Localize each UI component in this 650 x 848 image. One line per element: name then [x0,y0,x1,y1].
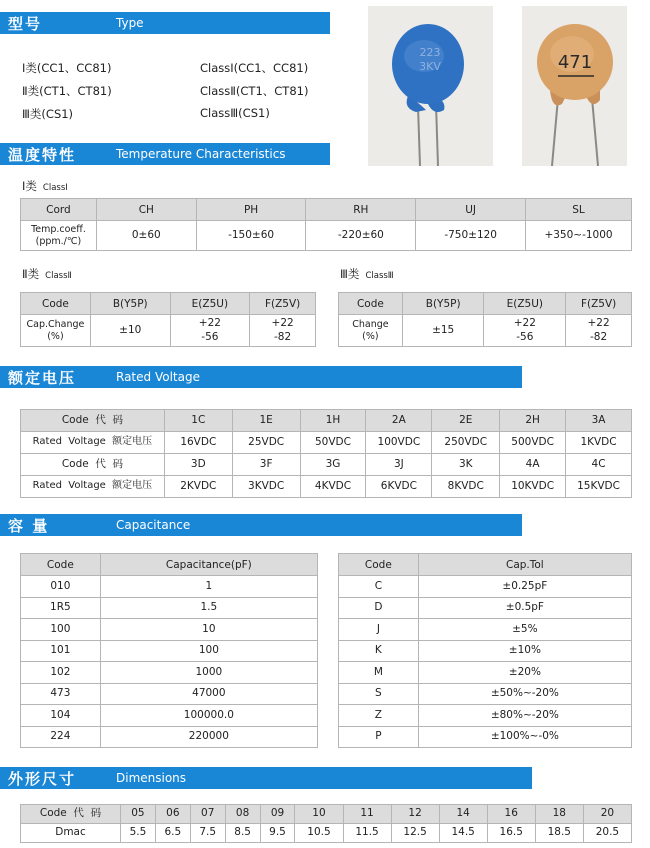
dimension-code-cell: 20 [583,805,631,824]
class2-value-f: +22 -82 [250,315,316,347]
blue-capacitor-photo [368,6,493,166]
capacitance-row [21,662,318,684]
dimension-dmac-cell: 8.5 [225,824,260,843]
rv-row3-val-5: 3K [432,454,500,476]
dimensions-title-cn: 外形尺寸 [8,769,77,788]
capacitance-title-en: Capacitance [116,518,191,532]
rated-voltage-title-cn: 额定电压 [8,368,77,387]
capacitance-value-cell: 1 [100,576,317,598]
dimension-code-cell: 14 [439,805,487,824]
rv-row4-val-6: 10KVDC [500,476,566,498]
rv-row3-val-3: 3G [300,454,366,476]
class2-header-f: F(Z5V) [250,293,316,315]
tolerance-row [339,683,632,705]
rv-row4-val-7: 15KVDC [566,476,632,498]
tolerance-row [339,705,632,727]
capacitance-table [20,553,318,748]
dimension-dmac-cell: 11.5 [343,824,391,843]
class3-header-f: F(Z5V) [566,293,632,315]
dimensions-dmac-row [21,824,632,843]
rv-row2-val-5: 250VDC [432,432,500,454]
tolerance-row [339,726,632,748]
class1-header-ph: PH [196,199,306,221]
tan-capacitor-photo [522,6,627,166]
class3-small-label: ClassⅢ [365,271,394,281]
tolerance-table [338,553,632,748]
rv-row4-val-2: 3KVDC [232,476,300,498]
tolerance-header-value: Cap.Tol [418,554,631,576]
class1-header-ch: CH [96,199,196,221]
class1-value-ch: 0±60 [96,221,196,251]
capacitance-value-cell: 47000 [100,683,317,705]
type-section-bar [0,12,330,34]
tolerance-row [339,619,632,641]
temperature-title-cn: 温度特性 [8,145,77,164]
dimension-code-cell: 08 [225,805,260,824]
capacitance-row [21,705,318,727]
dimension-code-cell: 11 [343,805,391,824]
rv-row1-label: Code 代 码 [21,410,165,432]
rv-row4-val-4: 6KVDC [366,476,432,498]
rv-row3-val-1: 3D [164,454,232,476]
rv-row3-val-7: 4C [566,454,632,476]
class2-header-b: B(Y5P) [90,293,170,315]
class1-header-cord: Cord [21,199,97,221]
rated-voltage-title-en: Rated Voltage [116,370,200,384]
rv-row3-val-6: 4A [500,454,566,476]
rv-row1-val-4: 2A [366,410,432,432]
rv-row1-val-3: 1H [300,410,366,432]
class3-value-b: ±15 [402,315,484,347]
type-item-left-3: Ⅲ类(CS1) [22,107,74,121]
capacitance-value-cell: 100000.0 [100,705,317,727]
tan-cap-marking: 471 [557,52,593,73]
tolerance-row [339,662,632,684]
dimension-dmac-cell: 10.5 [295,824,343,843]
rv-row2-val-3: 50VDC [300,432,366,454]
rv-row1-val-2: 1E [232,410,300,432]
class2-value-e: +22 -56 [170,315,250,347]
capacitance-row [21,640,318,662]
rv-row2-label: Rated Voltage 额定电压 [21,432,165,454]
dimensions-code-row [21,805,632,824]
tolerance-row [339,576,632,598]
rated-voltage-section-bar [0,366,522,388]
tolerance-value-cell: ±10% [418,640,631,662]
dimension-code-cell: 07 [190,805,225,824]
capacitance-title-cn: 容 量 [8,516,50,535]
capacitance-code-cell: 224 [21,726,101,748]
type-item-right-3: ClassⅢ(CS1) [200,106,270,120]
capacitance-row [21,576,318,598]
tolerance-value-cell: ±80%~-20% [418,705,631,727]
rv-row2-val-6: 500VDC [500,432,566,454]
rv-row4-val-3: 4KVDC [300,476,366,498]
capacitance-code-cell: 104 [21,705,101,727]
capacitance-header-value: Capacitance(pF) [100,554,317,576]
dimension-dmac-cell: 12.5 [391,824,439,843]
class2-small-label: ClassⅡ [45,271,72,281]
rv-row2-val-2: 25VDC [232,432,300,454]
tolerance-code-cell: D [339,597,419,619]
capacitance-code-cell: 100 [21,619,101,641]
class1-value-rh: -220±60 [306,221,416,251]
class2-label: Ⅱ类 [22,267,40,281]
capacitance-value-cell: 1.5 [100,597,317,619]
rv-row1-val-7: 3A [566,410,632,432]
dimension-dmac-cell: 6.5 [155,824,190,843]
rv-row4-val-1: 2KVDC [164,476,232,498]
tolerance-code-cell: K [339,640,419,662]
capacitance-header-code: Code [21,554,101,576]
rv-row3-val-2: 3F [232,454,300,476]
dimension-code-cell: 05 [121,805,156,824]
temperature-section-bar [0,143,330,165]
dimension-dmac-cell: 5.5 [121,824,156,843]
dimension-dmac-cell: 20.5 [583,824,631,843]
rv-row3-label: Code 代 码 [21,454,165,476]
rv-row2-val-7: 1KVDC [566,432,632,454]
capacitance-code-cell: 1R5 [21,597,101,619]
tolerance-value-cell: ±100%~-0% [418,726,631,748]
dimension-code-cell: 10 [295,805,343,824]
class1-small-label: ClassⅠ [42,183,68,193]
dimension-dmac-cell: 9.5 [260,824,295,843]
capacitance-code-cell: 102 [21,662,101,684]
capacitance-value-cell: 1000 [100,662,317,684]
rated-voltage-row-4 [21,476,632,498]
tolerance-value-cell: ±20% [418,662,631,684]
class2-header-e: E(Z5U) [170,293,250,315]
capacitance-row [21,726,318,748]
dimensions-code-label: Code 代 码 [21,805,121,824]
tolerance-value-cell: ±0.5pF [418,597,631,619]
tolerance-code-cell: P [339,726,419,748]
rv-row4-label: Rated Voltage 额定电压 [21,476,165,498]
class3-header-e: E(Z5U) [484,293,566,315]
capacitance-row [21,619,318,641]
rv-row2-val-1: 16VDC [164,432,232,454]
class2-value-b: ±10 [90,315,170,347]
dimension-code-cell: 12 [391,805,439,824]
dimension-dmac-cell: 14.5 [439,824,487,843]
class3-row-label: Change (%) [339,315,403,347]
class2-temperature-table [20,292,316,347]
class3-value-f: +22 -82 [566,315,632,347]
rated-voltage-row-1 [21,410,632,432]
type-title-en: Type [116,16,144,30]
rated-voltage-table [20,409,632,498]
class3-value-e: +22 -56 [484,315,566,347]
type-title-cn: 型号 [8,14,43,33]
class1-value-ph: -150±60 [196,221,306,251]
blue-cap-marking-line2: 3KV [419,60,441,73]
capacitance-row [21,597,318,619]
blue-cap-marking-line1: 223 [419,46,441,59]
type-item-left-2: Ⅱ类(CT1、CT81) [22,84,112,98]
capacitance-value-cell: 220000 [100,726,317,748]
tolerance-value-cell: ±0.25pF [418,576,631,598]
dimension-code-cell: 18 [535,805,583,824]
class1-value-sl: +350~-1000 [526,221,632,251]
class1-header-uj: UJ [416,199,526,221]
tolerance-value-cell: ±50%~-20% [418,683,631,705]
type-item-right-1: ClassⅠ(CC1、CC81) [200,61,309,75]
capacitance-code-cell: 010 [21,576,101,598]
dimension-dmac-cell: 18.5 [535,824,583,843]
class1-heading [22,178,68,194]
class1-label: Ⅰ类 [22,179,37,193]
class3-header-b: B(Y5P) [402,293,484,315]
rv-row4-val-5: 8KVDC [432,476,500,498]
rv-row3-val-4: 3J [366,454,432,476]
tolerance-code-cell: M [339,662,419,684]
tolerance-value-cell: ±5% [418,619,631,641]
class3-heading [340,266,394,282]
rated-voltage-row-2 [21,432,632,454]
dimension-dmac-cell: 16.5 [487,824,535,843]
capacitance-code-cell: 101 [21,640,101,662]
class3-temperature-table [338,292,632,347]
rv-row1-val-1: 1C [164,410,232,432]
dimension-code-cell: 09 [260,805,295,824]
rated-voltage-row-3 [21,454,632,476]
tolerance-code-cell: Z [339,705,419,727]
temperature-title-en: Temperature Characteristics [116,147,286,161]
capacitance-value-cell: 100 [100,640,317,662]
class1-temperature-table [20,198,632,251]
dimensions-title-en: Dimensions [116,771,187,785]
capacitance-section-bar [0,514,522,536]
dimensions-section-bar [0,767,532,789]
tolerance-code-cell: J [339,619,419,641]
tolerance-row [339,640,632,662]
type-item-right-2: ClassⅡ(CT1、CT81) [200,84,309,98]
dimension-code-cell: 16 [487,805,535,824]
rv-row1-val-6: 2H [500,410,566,432]
dimensions-dmac-label: Dmac [21,824,121,843]
class3-label: Ⅲ类 [340,267,360,281]
dimensions-table [20,804,632,843]
tolerance-row [339,597,632,619]
capacitance-row [21,683,318,705]
rv-row1-val-5: 2E [432,410,500,432]
class1-row-label: Temp.coeff. (ppm./℃) [21,221,97,251]
class1-header-rh: RH [306,199,416,221]
type-item-left-1: Ⅰ类(CC1、CC81) [22,61,112,75]
tolerance-code-cell: S [339,683,419,705]
capacitance-value-cell: 10 [100,619,317,641]
dimension-code-cell: 06 [155,805,190,824]
rv-row2-val-4: 100VDC [366,432,432,454]
dimension-dmac-cell: 7.5 [190,824,225,843]
class1-value-uj: -750±120 [416,221,526,251]
class2-row-label: Cap.Change (%) [21,315,91,347]
class2-header-code: Code [21,293,91,315]
class3-header-code: Code [339,293,403,315]
capacitance-code-cell: 473 [21,683,101,705]
tolerance-code-cell: C [339,576,419,598]
class1-header-sl: SL [526,199,632,221]
class2-heading [22,266,72,282]
tolerance-header-code: Code [339,554,419,576]
